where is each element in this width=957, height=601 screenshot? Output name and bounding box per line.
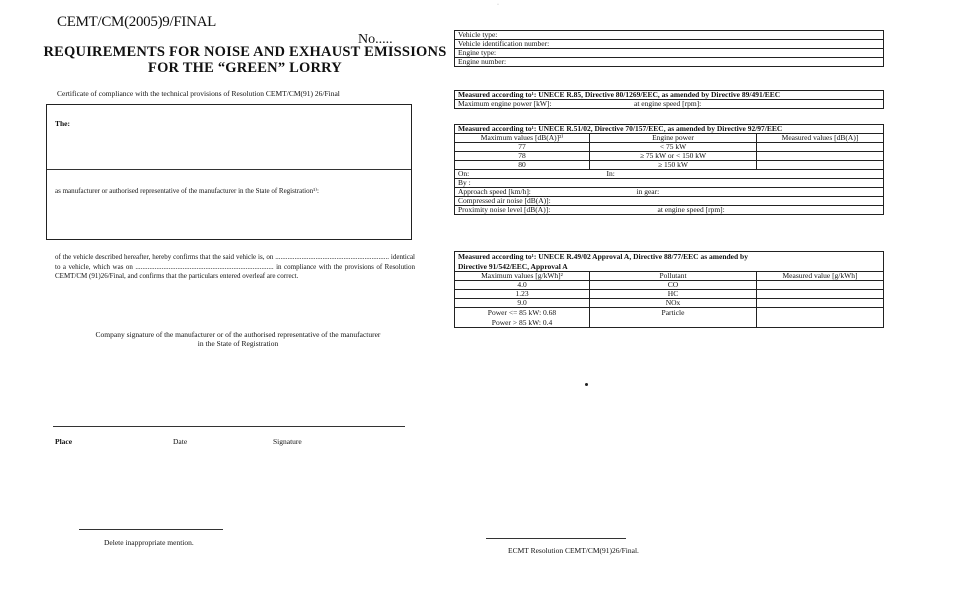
pollutant-name: Particle xyxy=(590,308,757,328)
manufacturer-box xyxy=(46,104,412,240)
approach-label: Approach speed [km/h]: xyxy=(458,187,531,196)
pollutant-name: CO xyxy=(590,281,757,290)
pollutant-name: HC xyxy=(590,290,757,299)
title-line-2: FOR THE “GREEN” LORRY xyxy=(148,60,342,76)
noise-measured-cell[interactable] xyxy=(757,161,884,170)
compressed-air-field[interactable]: Compressed air noise [dB(A)]: xyxy=(455,197,884,206)
noise-table xyxy=(454,124,884,215)
emission-measured-cell[interactable] xyxy=(757,308,884,328)
max-power-field[interactable]: Maximum engine power [kW]: xyxy=(455,100,632,109)
table-row xyxy=(455,308,884,328)
engine-power-header: Measured according to¹: UNECE R.85, Directive 80/1269/EEC, as amended by Directive 89/491/EEC xyxy=(455,91,884,100)
place-label: Place xyxy=(55,437,73,446)
particle-limits xyxy=(455,308,590,328)
noise-power-range: ≥ 75 kW or < 150 kW xyxy=(590,152,757,161)
emission-max-value: 4.0 xyxy=(455,281,590,290)
engine-power-table xyxy=(454,90,884,109)
footnote-rule-right xyxy=(486,538,626,539)
document-number: No..... xyxy=(358,32,393,47)
in-gear-label: in gear: xyxy=(636,187,660,196)
emissions-header xyxy=(455,252,884,272)
company-signature-line-2: in the State of Registration xyxy=(197,339,279,348)
manufacturer-line: as manufacturer or authorised representative of the manufacturer in the State of Registration¹⁾: xyxy=(55,187,319,195)
noise-power-range: < 75 kW xyxy=(590,143,757,152)
emissions-header-line-2: Directive 91/542/EEC, Approval A xyxy=(458,261,568,271)
in-label: In: xyxy=(606,169,615,178)
document-reference: CEMT/CM(2005)9/FINAL xyxy=(57,14,217,30)
scan-dot xyxy=(585,383,588,386)
footnote-right: ECMT Resolution CEMT/CM(91)26/Final. xyxy=(508,546,639,555)
emissions-header-line-1: Measured according to¹: UNECE R.49/02 Approval A, Directive 88/77/EEC as amended by xyxy=(458,252,748,261)
vehicle-id-field[interactable]: Vehicle identification number: xyxy=(455,40,884,49)
emission-max-value: 1.23 xyxy=(455,290,590,299)
particle-limit-1: Power <= 85 kW: 0.68 xyxy=(487,308,557,317)
noise-col-max: Maximum values [dB(A)]²⁾ xyxy=(455,134,590,143)
proximity-speed-label: at engine speed [rpm]: xyxy=(657,205,725,214)
page-title xyxy=(40,44,450,76)
table-row xyxy=(455,161,884,170)
vehicle-type-field[interactable]: Vehicle type: xyxy=(455,31,884,40)
particle-limit-2: Power > 85 kW: 0.4 xyxy=(491,317,553,327)
table-row xyxy=(455,299,884,308)
certificate-caption: Certificate of compliance with the technical provisions of Resolution CEMT/CM(91) 26/Final xyxy=(57,89,340,98)
box-divider xyxy=(47,169,411,170)
vehicle-table xyxy=(454,30,884,67)
emission-max-value: 9.0 xyxy=(455,299,590,308)
company-signature-caption xyxy=(57,330,419,348)
noise-measured-cell[interactable] xyxy=(757,152,884,161)
noise-col-measured: Measured values [dB(A)] xyxy=(757,134,884,143)
engine-speed-field[interactable]: at engine speed [rpm]: xyxy=(631,100,884,109)
emission-measured-cell[interactable] xyxy=(757,281,884,290)
declaration-text: of the vehicle described hereafter, hereby confirms that the said vehicle is, on ................................................................. identical to a vehicle, which was on ............................................................................... in compliance with the provisions of Resolution CEMT/CM (91)26/Final, and confirms that the particulars entered overleaf are correct. xyxy=(55,253,415,280)
on-in-field[interactable] xyxy=(455,170,884,179)
proximity-label: Proximity noise level [dB(A)]: xyxy=(458,205,551,214)
title-line-1: REQUIREMENTS FOR NOISE AND EXHAUST EMISSIONS xyxy=(43,44,447,60)
emission-measured-cell[interactable] xyxy=(757,299,884,308)
signature-label: Signature xyxy=(273,437,302,446)
by-field[interactable]: By : xyxy=(455,179,884,188)
noise-col-power: Engine power xyxy=(590,134,757,143)
emission-measured-cell[interactable] xyxy=(757,290,884,299)
company-signature-line-1: Company signature of the manufacturer or of the authorised representative of the manufacturer xyxy=(95,330,381,339)
the-label: The: xyxy=(55,119,70,128)
pollutant-name: NOx xyxy=(590,299,757,308)
footnote-left: Delete inappropriate mention. xyxy=(104,538,194,547)
noise-max-value: 77 xyxy=(455,143,590,152)
engine-number-field[interactable]: Engine number: xyxy=(455,58,884,67)
noise-max-value: 78 xyxy=(455,152,590,161)
emissions-table xyxy=(454,251,884,328)
footnote-rule-left xyxy=(79,529,223,530)
scan-speck: · xyxy=(497,2,499,8)
noise-measured-cell[interactable] xyxy=(757,143,884,152)
engine-type-field[interactable]: Engine type: xyxy=(455,49,884,58)
emissions-col-pollutant: Pollutant xyxy=(590,272,757,281)
emissions-col-measured: Measured value [g/kWh] xyxy=(757,272,884,281)
noise-max-value: 80 xyxy=(455,161,590,170)
noise-header: Measured according to¹: UNECE R.51/02, Directive 70/157/EEC, as amended by Directive 92/97/EEC xyxy=(455,125,884,134)
proximity-noise-field[interactable] xyxy=(455,206,884,215)
signature-line xyxy=(53,426,405,427)
date-label: Date xyxy=(173,437,188,446)
emissions-col-max: Maximum values [g/kWh]² xyxy=(455,272,590,281)
on-label: On: xyxy=(458,169,470,178)
noise-power-range: ≥ 150 kW xyxy=(590,161,757,170)
